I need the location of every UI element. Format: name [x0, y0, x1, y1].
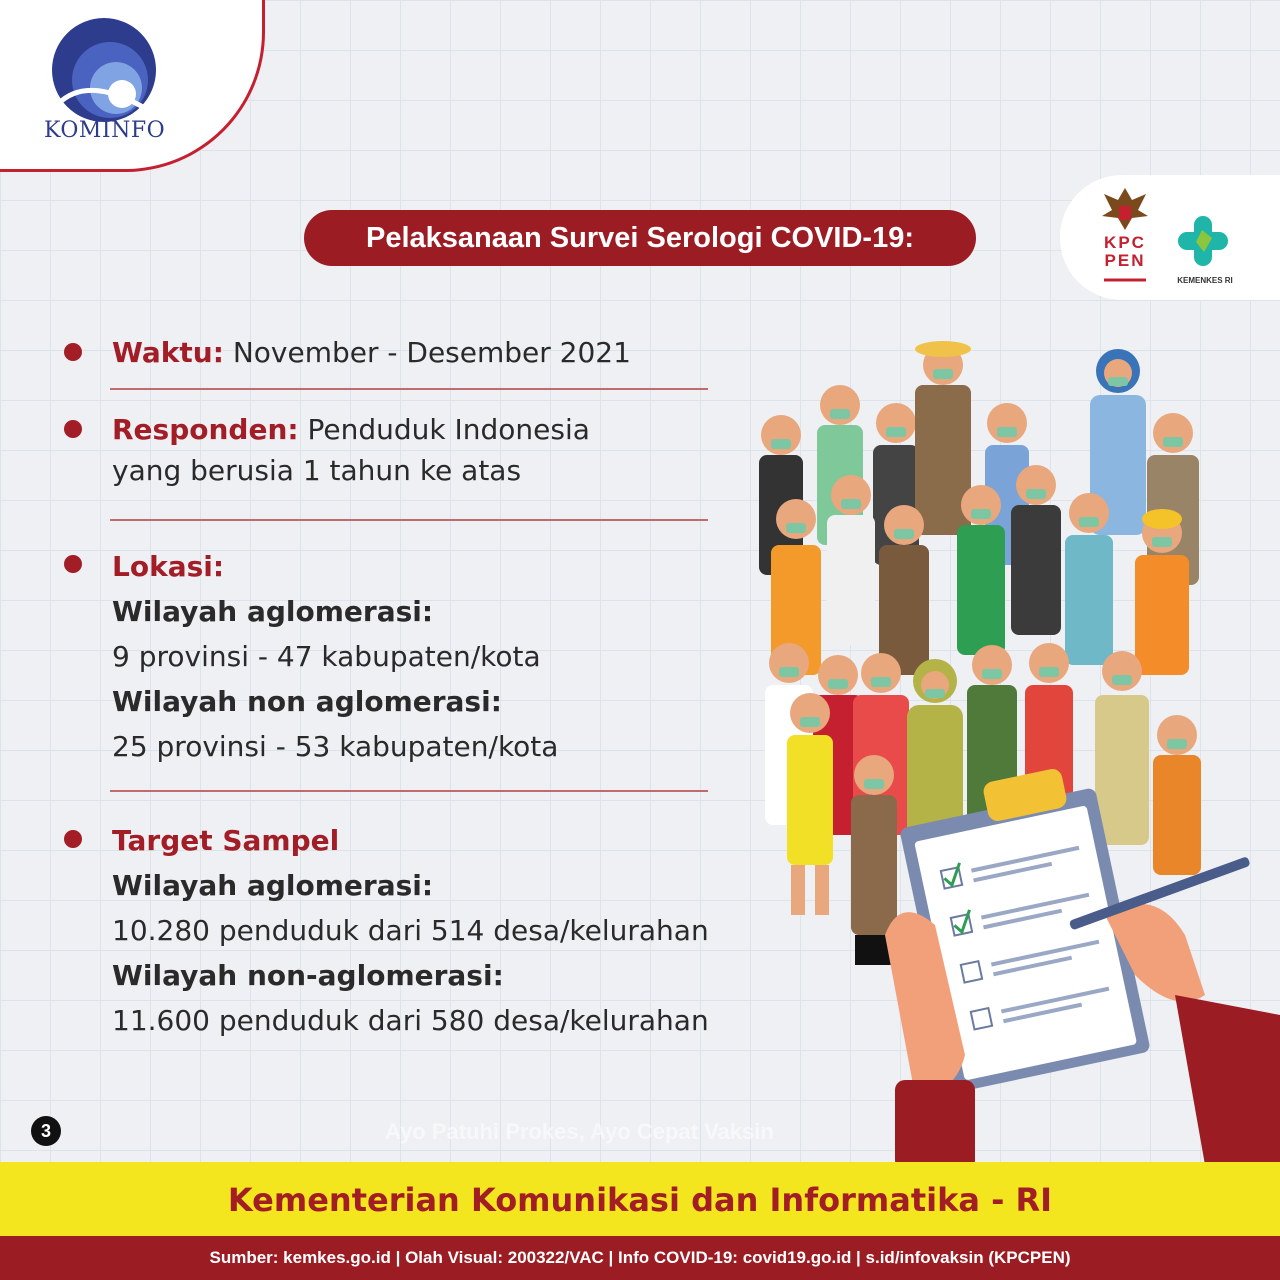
divider — [110, 790, 708, 792]
responden-item — [112, 409, 590, 491]
kpcpen-line1: KPC — [1104, 233, 1146, 252]
page-number: 3 — [31, 1116, 61, 1146]
bullet-waktu — [64, 343, 82, 361]
bullet-target — [64, 830, 82, 848]
page-title: Pelaksanaan Survei Serologi COVID-19: — [304, 210, 976, 266]
target-non-value: 11.600 penduduk dari 580 desa/kelurahan — [112, 1004, 709, 1037]
lokasi-item — [112, 544, 558, 769]
target-item — [112, 818, 709, 1043]
target-aglo-value: 10.280 penduduk dari 514 desa/kelurahan — [112, 914, 709, 947]
bullet-lokasi — [64, 555, 82, 573]
slogan-text: Ayo Patuhi Prokes, Ayo Cepat Vaksin — [385, 1119, 774, 1144]
target-aglo-heading: Wilayah aglomerasi: — [112, 869, 434, 902]
kominfo-logo-icon — [48, 14, 160, 126]
waktu-value: November - Desember 2021 — [232, 336, 631, 369]
divider — [110, 519, 708, 521]
lokasi-label: Lokasi: — [112, 550, 225, 583]
lokasi-aglo-value: 9 provinsi - 47 kabupaten/kota — [112, 640, 541, 673]
kominfo-logo-text: KOMINFO — [44, 118, 166, 143]
ministry-name: Kementerian Komunikasi dan Informatika - RI — [227, 1181, 1053, 1219]
kemenkes-logo-icon — [1174, 212, 1232, 270]
target-label: Target Sampel — [112, 824, 340, 857]
kemenkes-logo-text: KEMENKES RI — [1177, 276, 1233, 285]
responden-label: Responden: — [112, 413, 299, 446]
target-non-heading: Wilayah non-aglomerasi: — [112, 959, 504, 992]
responden-value-line1: Penduduk Indonesia — [307, 413, 590, 446]
ministry-banner — [0, 1162, 1280, 1236]
responden-value-line2: yang berusia 1 tahun ke atas — [112, 454, 522, 487]
kpcpen-logo — [1098, 234, 1152, 270]
lokasi-non-value: 25 provinsi - 53 kabupaten/kota — [112, 730, 559, 763]
kpcpen-line2: PEN — [1104, 251, 1146, 270]
lokasi-non-heading: Wilayah non aglomerasi: — [112, 685, 502, 718]
lokasi-aglo-heading: Wilayah aglomerasi: — [112, 595, 434, 628]
waktu-item — [112, 332, 631, 373]
source-text: Sumber: kemkes.go.id | Olah Visual: 200322/VAC | Info COVID-19: covid19.go.id | s.id/infovaksin (KPCPEN) — [209, 1248, 1071, 1267]
bullet-responden — [64, 420, 82, 438]
source-footer — [0, 1236, 1280, 1280]
crowd-illustration — [735, 335, 1280, 1165]
divider — [110, 388, 708, 390]
waktu-label: Waktu: — [112, 336, 224, 369]
